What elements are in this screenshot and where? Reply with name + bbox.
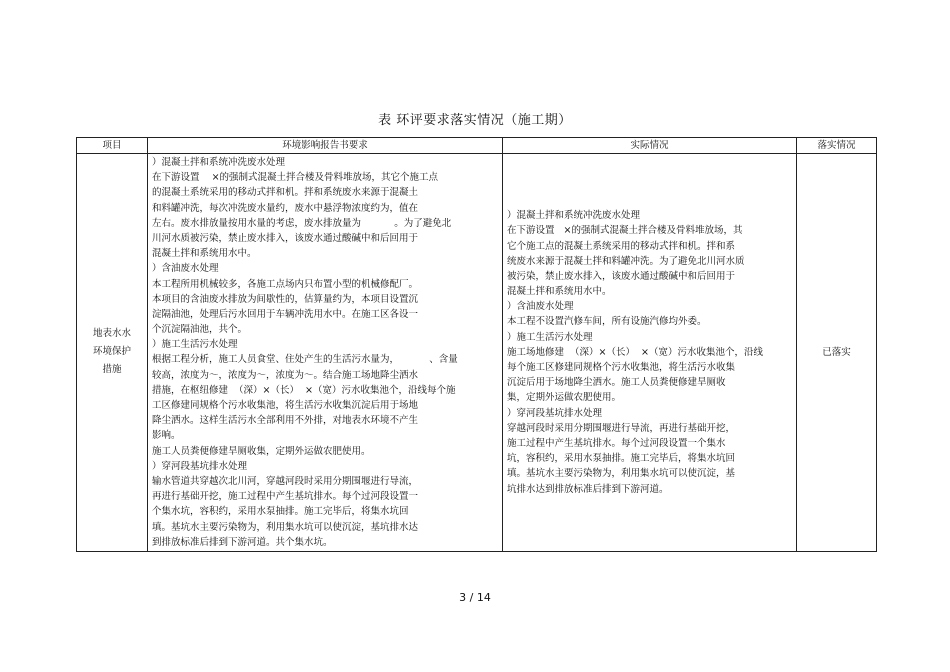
item-line: 环境保护 xyxy=(92,346,131,358)
requirement-line: 个集水坑，容积约，采用水泵抽排。施工完毕后，将集水坑回 xyxy=(152,506,409,518)
requirement-line: ）施工生活污水处理 xyxy=(152,339,238,351)
requirement-line: 和料罐冲洗，每次冲洗废水量约，废水中悬浮物浓度约为，值在 xyxy=(152,202,419,214)
requirement-line: 的混凝土系统采用的移动式拌和机。拌和系统废水来源于混凝土 xyxy=(152,187,419,199)
actual-line: 集，定期外运做农肥使用。 xyxy=(507,392,622,404)
actual-line: 混凝土拌和系统用水中。 xyxy=(507,286,612,298)
header-actual: 实际情况 xyxy=(503,138,797,154)
table-row xyxy=(77,154,877,552)
actual-line: 施工场地修建 （深）×（长） ×（宽）污水收集池个，沿线 xyxy=(507,346,763,358)
page-number: 3 / 14 xyxy=(459,591,491,604)
actual-line: 填。基坑水主要污染物为，利用集水坑可以使沉淀，基 xyxy=(507,468,736,480)
requirement-line: 较高，浓度为～，浓度为～，浓度为～。结合施工场地降尘洒水 xyxy=(152,369,419,381)
actual-line: 坑，容积约，采用水泵抽排。施工完毕后，将集水坑回 xyxy=(507,453,736,465)
actual-line: 本工程不设置汽修车间，所有设施汽修均外委。 xyxy=(507,316,707,328)
header-status: 落实情况 xyxy=(797,138,877,154)
requirement-line: 影响。 xyxy=(152,430,181,442)
requirement-line: 在下游设置 ×的强制式混凝土拌合楼及骨料堆放场，其它个施工点 xyxy=(152,172,439,184)
actual-line: 它个施工点的混凝土系统采用的移动式拌和机。拌和系 xyxy=(507,240,736,252)
requirement-line: ）混凝土拌和系统冲洗废水处理 xyxy=(152,157,286,168)
header-item: 项目 xyxy=(77,138,148,154)
actual-line: 穿越河段时采用分期围堰进行导流，再进行基础开挖， xyxy=(507,422,736,434)
actual-line: ）混凝土拌和系统冲洗废水处理 xyxy=(507,210,641,222)
requirement-line: 本工程所用机械较多，各施工点场内只布置小型的机械修配厂。 xyxy=(152,278,419,290)
requirement-line: 降尘洒水。这样生活污水全部利用不外排，对地表水环境不产生 xyxy=(152,415,419,427)
table-title: 表 环评要求落实情况（施工期） xyxy=(378,113,572,128)
actual-cell xyxy=(503,154,797,552)
item-line: 地表水水 xyxy=(92,328,131,340)
status-cell: 已落实 xyxy=(797,154,877,552)
requirement-line: 再进行基础开挖，施工过程中产生基坑排水。每个过河段设置一 xyxy=(152,491,419,503)
item-cell xyxy=(77,154,148,552)
requirement-line: 淀隔油池，处理后污水回用于车辆冲洗用水中。在施工区各设一 xyxy=(152,308,419,320)
actual-line: 统废水来源于混凝土拌和料罐冲洗。为了避免北川河水质 xyxy=(507,255,745,267)
actual-line: 在下游设置 ×的强制式混凝土拌合楼及骨料堆放场，其 xyxy=(507,225,743,237)
actual-line: 沉淀后用于场地降尘洒水。施工人员粪便修建旱厕收 xyxy=(507,377,726,389)
requirement-cell xyxy=(148,154,503,552)
requirement-line: 输水管道共穿越次北川河，穿越河段时采用分期围堰进行导流， xyxy=(152,475,419,487)
requirement-line: 根据工程分析，施工人员食堂、住处产生的生活污水量为， 、含量 xyxy=(152,354,458,366)
actual-line: 每个施工区修建同规格个污水收集池，将生活污水收集 xyxy=(507,362,736,374)
requirement-line: ）穿河段基坑排水处理 xyxy=(152,460,248,472)
actual-line: 施工过程中产生基坑排水。每个过河段设置一个集水 xyxy=(507,437,726,449)
requirement-line: 工区修建同规格个污水收集池，将生活污水收集沉淀后用于场地 xyxy=(152,400,419,411)
requirement-line: 川河水质被污染，禁止废水排入，该废水通过酸碱中和后回用于 xyxy=(152,232,419,244)
actual-line: 被污染，禁止废水排入，该废水通过酸碱中和后回用于 xyxy=(507,270,736,282)
actual-line: ）穿河段基坑排水处理 xyxy=(507,407,603,419)
requirement-line: 左右。废水排放量按用水量的考虑，废水排放量为 。为了避免北 xyxy=(152,217,452,229)
header-requirement: 环境影响报告书要求 xyxy=(148,138,503,154)
actual-line: 坑排水达到排放标准后排到下游河道。 xyxy=(507,483,669,495)
requirement-line: 到排放标准后排到下游河道。共个集水坑。 xyxy=(152,536,333,548)
requirement-line: 施工人员粪便修建旱厕收集，定期外运做农肥使用。 xyxy=(152,445,371,457)
item-line: 措施 xyxy=(102,364,122,376)
requirement-line: 混凝土拌和系统用水中。 xyxy=(152,248,257,260)
requirement-line: 填。基坑水主要污染物为，利用集水坑可以使沉淀，基坑排水达 xyxy=(152,521,419,533)
requirement-line: 个沉淀隔油池，共个。 xyxy=(152,324,248,336)
requirement-line: 措施，在枢纽修建 （深）×（长） ×（宽）污水收集池个，沿线每个施 xyxy=(152,384,456,396)
requirement-line: ）含油废水处理 xyxy=(152,263,219,275)
requirements-table xyxy=(76,137,877,552)
requirement-line: 本项目的含油废水排放为间歇性的，估算量约为，本项目设置沉 xyxy=(152,293,419,305)
actual-line: ）施工生活污水处理 xyxy=(507,331,593,343)
header-row xyxy=(77,138,877,154)
actual-line: ）含油废水处理 xyxy=(507,301,574,313)
